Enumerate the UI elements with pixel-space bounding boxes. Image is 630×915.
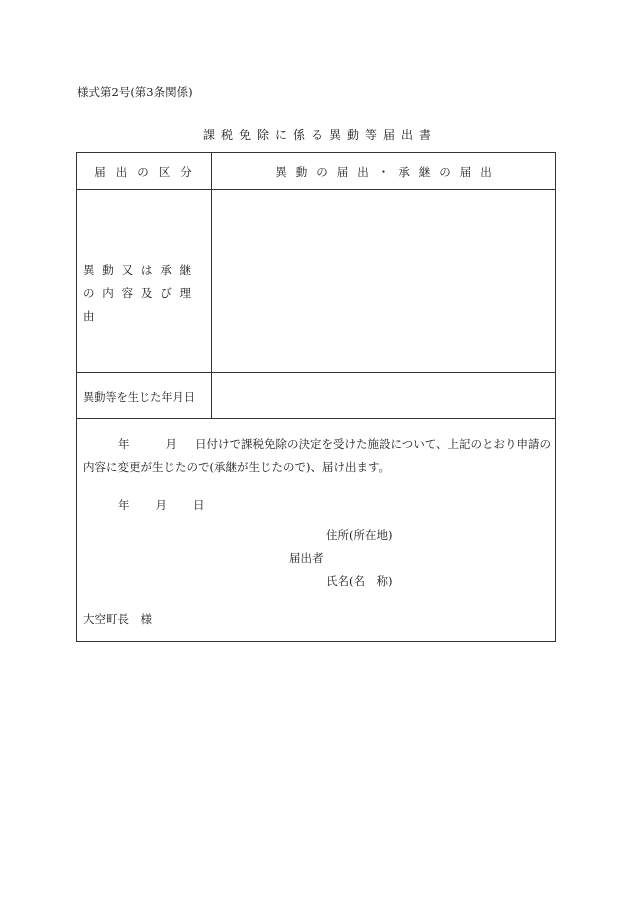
- applicant-label: 届出者: [289, 551, 324, 565]
- reason-input[interactable]: [212, 190, 556, 372]
- statement: [83, 433, 555, 479]
- addressee: 大空町長 様: [83, 612, 152, 626]
- statement-line1-text: 日付けで課税免除の決定を受けた施設について、上記のとおり申請の: [195, 437, 552, 451]
- reason-label: [83, 259, 211, 328]
- name-label: 氏名(名 称): [326, 574, 393, 588]
- address-label: 住所(所在地): [326, 528, 393, 542]
- category-value[interactable]: 異動の届出・承継の届出: [275, 165, 501, 179]
- statement-year: 年: [118, 437, 130, 451]
- submission-year: 年: [118, 498, 130, 512]
- statement-line1: [83, 433, 555, 456]
- form-table: [76, 152, 556, 642]
- reason-label-line1: 異動又は承継: [83, 263, 199, 277]
- form-number: 様式第2号(第3条関係): [77, 85, 193, 99]
- category-label: 届出の区分: [94, 165, 202, 179]
- statement-month: 月: [165, 437, 177, 451]
- row-divider: [77, 418, 555, 419]
- change-date-input[interactable]: [212, 373, 556, 418]
- submission-day: 日: [193, 498, 205, 512]
- reason-label-line2: の内容及び理由: [83, 286, 199, 323]
- submission-month: 月: [155, 498, 167, 512]
- form-title: 課税免除に係る異動等届出書: [202, 128, 437, 142]
- statement-line2: 内容に変更が生じたので(承継が生じたので)、届け出ます。: [83, 460, 391, 474]
- change-date-label: 異動等を生じた年月日: [83, 391, 195, 404]
- submission-date[interactable]: [118, 497, 205, 513]
